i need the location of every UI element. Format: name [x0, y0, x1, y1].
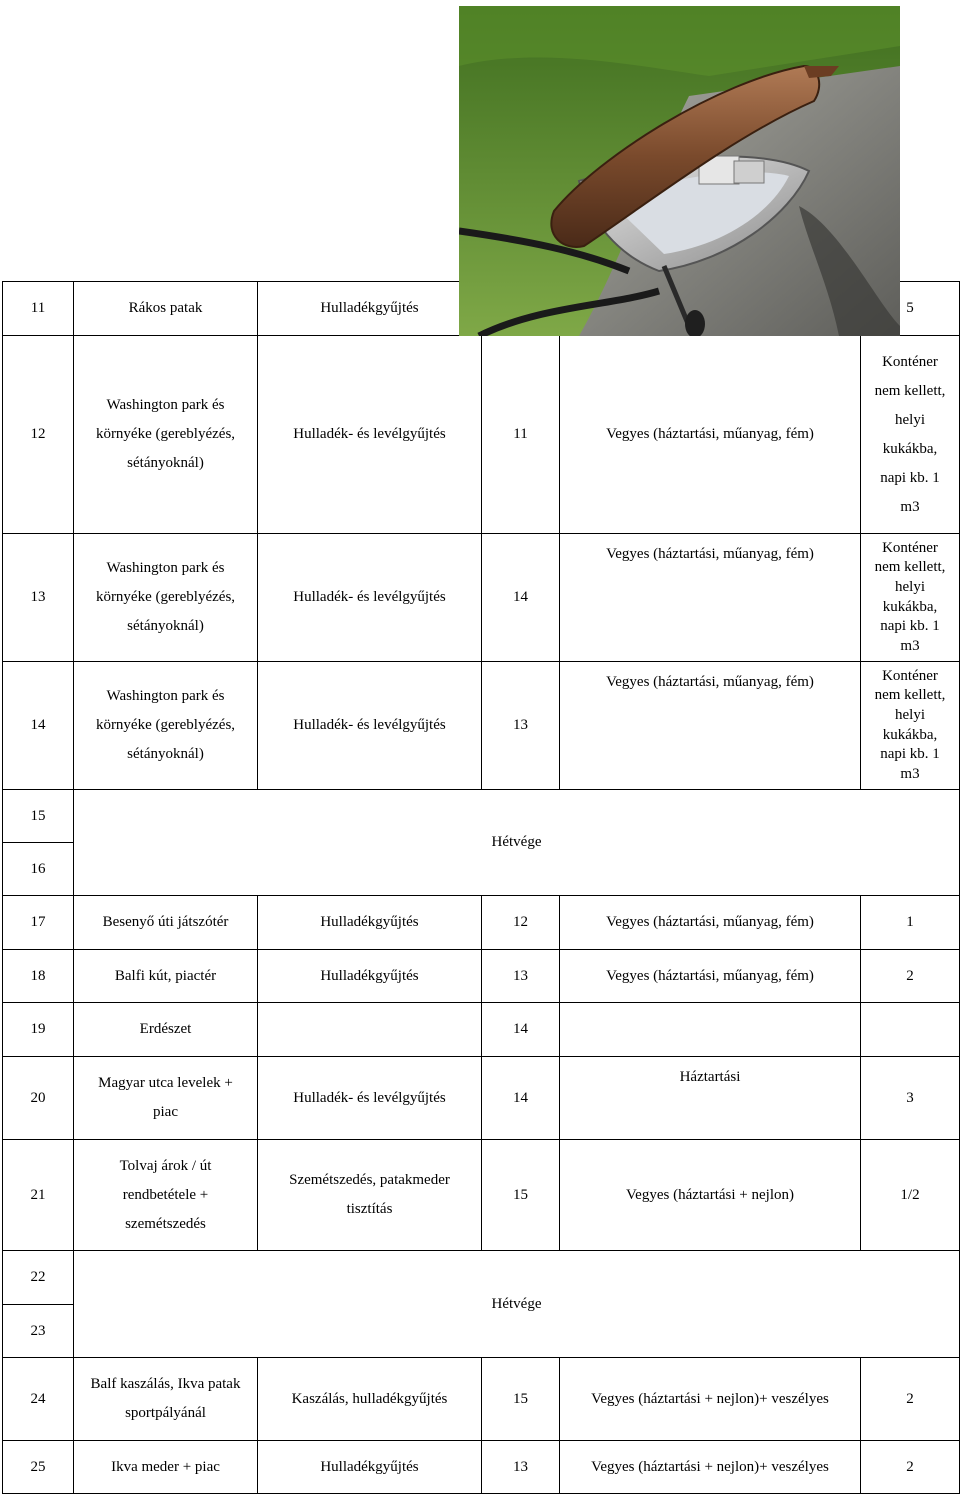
activity	[258, 1140, 482, 1251]
worker-count: 14	[482, 534, 560, 662]
weekend-label: Hétvége	[491, 834, 542, 850]
activity	[258, 1003, 482, 1057]
wheelbarrow-illustration	[459, 6, 900, 336]
location	[74, 336, 258, 534]
location	[74, 282, 258, 336]
amount-line: 2	[906, 1458, 914, 1475]
amount	[861, 336, 960, 534]
day-number: 25	[3, 1441, 74, 1494]
location	[74, 662, 258, 790]
location	[74, 1441, 258, 1494]
location-line: rendbetétele +	[122, 1186, 209, 1203]
location-line: Ikva meder + piac	[111, 1458, 220, 1475]
waste-collection-table	[2, 281, 960, 1494]
amount	[861, 1057, 960, 1140]
table-row	[3, 662, 960, 790]
amount-line: Konténer	[882, 539, 938, 556]
amount-line: 5	[906, 300, 914, 316]
location	[74, 950, 258, 1003]
activity-line: Hulladékgyűjtés	[320, 300, 419, 316]
amount	[861, 896, 960, 950]
weekend-cell	[74, 1251, 960, 1358]
day-number: 12	[3, 336, 74, 534]
location-line: Washington park és	[106, 560, 225, 576]
waste-type: Vegyes (háztartási + nejlon)+ veszélyes	[560, 1441, 861, 1494]
amount-line: kukákba,	[882, 440, 938, 457]
worker-count: 13	[482, 950, 560, 1003]
waste-type-text: Vegyes (háztartási, műanyag, fém)	[606, 674, 814, 690]
waste-type: Vegyes (háztartási + nejlon)+ veszélyes	[560, 1358, 861, 1441]
activity-line: tisztítás	[346, 1201, 393, 1217]
table-row	[3, 790, 960, 843]
activity-line: Hulladék- és levélgyűjtés	[293, 426, 446, 442]
day-number: 20	[3, 1057, 74, 1140]
table-row	[3, 336, 960, 534]
location-line: sétányoknál)	[127, 746, 204, 762]
waste-type-text: Vegyes (háztartási, műanyag, fém)	[606, 546, 814, 562]
waste-type	[560, 662, 861, 790]
day-number: 23	[3, 1305, 74, 1358]
day-number: 24	[3, 1358, 74, 1441]
worker-count: 14	[482, 1003, 560, 1057]
day-number: 16	[3, 843, 74, 896]
location-line: sportpályánál	[125, 1405, 206, 1421]
worker-count: 13	[482, 1441, 560, 1494]
amount-line: helyi	[895, 578, 925, 595]
table-row	[3, 1057, 960, 1140]
amount-line: napi kb. 1	[880, 618, 940, 635]
worker-count: 15	[482, 1358, 560, 1441]
worker-count: 11	[482, 336, 560, 534]
location-line: piac	[153, 1104, 178, 1120]
location-line: Rákos patak	[128, 300, 203, 316]
activity-line: Hulladékgyűjtés	[320, 967, 419, 984]
amount-line: 2	[906, 967, 914, 984]
day-number: 11	[3, 282, 74, 336]
day-number: 14	[3, 662, 74, 790]
amount-line: napi kb. 1	[880, 746, 940, 763]
table-row	[3, 1251, 960, 1305]
activity-line: Hulladék- és levélgyűjtés	[293, 1089, 446, 1106]
waste-type	[560, 1003, 861, 1057]
amount-line: 2	[906, 1390, 914, 1407]
day-number: 15	[3, 790, 74, 843]
activity	[258, 1441, 482, 1494]
amount-line: kukákba,	[882, 726, 938, 743]
amount	[861, 662, 960, 790]
worker-count: 13	[482, 662, 560, 790]
amount	[861, 1441, 960, 1494]
location-line: Balfi kút, piactér	[114, 967, 217, 984]
activity	[258, 662, 482, 790]
worker-count: 14	[482, 1057, 560, 1140]
waste-type: Vegyes (háztartási + nejlon)	[560, 1140, 861, 1251]
location-line: Besenyő úti játszótér	[102, 914, 229, 930]
waste-type: Vegyes (háztartási, műanyag, fém)	[560, 896, 861, 950]
table-row	[3, 534, 960, 662]
amount	[861, 1358, 960, 1441]
amount-line: kukákba,	[882, 598, 938, 615]
location-line: sétányoknál)	[127, 618, 204, 634]
waste-type	[560, 534, 861, 662]
day-number: 22	[3, 1251, 74, 1305]
amount-line: nem kellett,	[874, 559, 946, 576]
location-line: Washington park és	[106, 688, 225, 704]
activity-line: Szemétszedés, patakmeder	[289, 1172, 450, 1188]
waste-type-text: Háztartási	[679, 1069, 741, 1085]
amount-line: nem kellett,	[874, 382, 946, 399]
location	[74, 1057, 258, 1140]
worker-count: 12	[482, 896, 560, 950]
activity	[258, 1057, 482, 1140]
activity-line: Hulladékgyűjtés	[320, 914, 419, 930]
day-number: 17	[3, 896, 74, 950]
location-line: sétányoknál)	[127, 455, 204, 471]
waste-type: Vegyes (háztartási, műanyag, fém)	[560, 336, 861, 534]
location-line: Washington park és	[106, 397, 225, 413]
amount-line: m3	[900, 498, 920, 515]
amount-line: Konténer	[882, 353, 938, 370]
location	[74, 1358, 258, 1441]
amount	[861, 534, 960, 662]
activity	[258, 950, 482, 1003]
amount-line: 1/2	[900, 1186, 920, 1203]
waste-type: Vegyes (háztartási, műanyag, fém)	[560, 950, 861, 1003]
amount	[861, 1003, 960, 1057]
wheelbarrow-photo	[459, 6, 900, 336]
amount-line: helyi	[895, 411, 925, 428]
location-line: környéke (gereblyézés,	[95, 589, 236, 605]
location-line: szemétszedés	[125, 1215, 206, 1232]
amount	[861, 950, 960, 1003]
weekend-label: Hétvége	[491, 1295, 542, 1312]
amount-line: nem kellett,	[874, 687, 946, 704]
table-row	[3, 896, 960, 950]
activity	[258, 336, 482, 534]
location-line: környéke (gereblyézés,	[95, 717, 236, 733]
activity-line: Hulladék- és levélgyűjtés	[293, 717, 446, 733]
table-row	[3, 1003, 960, 1057]
worker-count: 15	[482, 1140, 560, 1251]
location-line: környéke (gereblyézés,	[95, 426, 236, 442]
day-number: 21	[3, 1140, 74, 1251]
activity	[258, 282, 482, 336]
table-row	[3, 1358, 960, 1441]
amount-line: Konténer	[882, 667, 938, 684]
table-row	[3, 950, 960, 1003]
location-line: Magyar utca levelek +	[98, 1075, 233, 1091]
location-line: Balf kaszálás, Ikva patak	[90, 1376, 241, 1392]
day-number: 13	[3, 534, 74, 662]
amount-line: napi kb. 1	[880, 469, 940, 486]
amount-line: m3	[900, 765, 920, 782]
amount-line: m3	[900, 637, 920, 654]
amount-line: 1	[906, 914, 914, 930]
activity-line: Hulladékgyűjtés	[320, 1458, 419, 1475]
day-number: 18	[3, 950, 74, 1003]
waste-type	[560, 1057, 861, 1140]
activity-line: Kaszálás, hulladékgyűjtés	[291, 1390, 448, 1407]
activity-line: Hulladék- és levélgyűjtés	[293, 589, 446, 605]
day-number: 19	[3, 1003, 74, 1057]
location-line: Tolvaj árok / út	[119, 1157, 212, 1174]
location-line: Erdészet	[139, 1021, 192, 1037]
amount-line: helyi	[895, 706, 925, 723]
amount-line: 3	[906, 1089, 914, 1106]
amount	[861, 1140, 960, 1251]
weekend-cell	[74, 790, 960, 896]
activity	[258, 1358, 482, 1441]
table-row	[3, 1140, 960, 1251]
activity	[258, 896, 482, 950]
table-row	[3, 1441, 960, 1494]
location	[74, 896, 258, 950]
location	[74, 534, 258, 662]
activity	[258, 534, 482, 662]
location	[74, 1140, 258, 1251]
location	[74, 1003, 258, 1057]
